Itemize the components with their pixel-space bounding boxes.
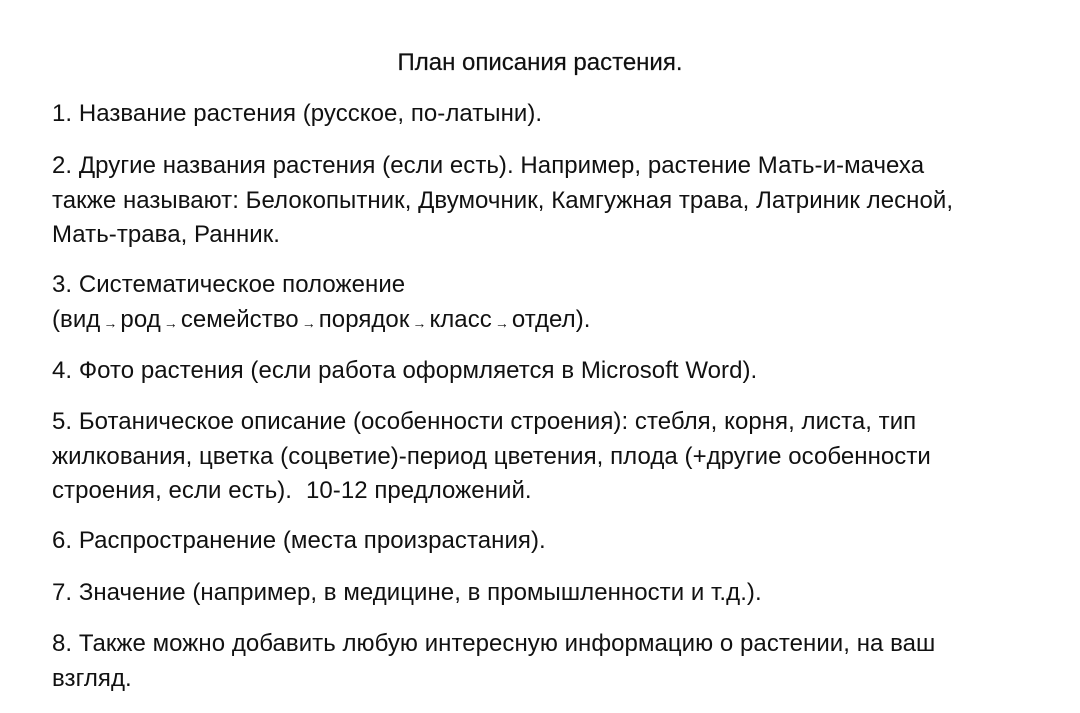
item-5-line-3-start: строения, если есть). <box>52 477 293 504</box>
list-item-6 <box>52 524 1052 559</box>
arrow-right-icon: → <box>301 314 316 331</box>
list-item-5 <box>52 405 1052 509</box>
item-3-line-1: 3. Систематическое положение <box>52 271 406 298</box>
list-item-1 <box>52 97 1052 132</box>
item-5-line-2: жилкования, цветка (соцветие)-период цветения, плода (+другие особенности <box>52 442 931 470</box>
list-item-8 <box>52 627 1052 696</box>
item-4-line-1: 4. Фото растения (если работа оформляется в Microsoft Word). <box>52 357 758 384</box>
item-8-line-1: 8. Также можно добавить любую интересную информацию о растении, на ваш <box>52 630 936 657</box>
item-5-line-3 <box>52 474 1052 509</box>
item-5-line-1: 5. Ботаническое описание (особенности строения): стебля, корня, листа, тип <box>52 408 917 435</box>
item-8-line-2: взгляд. <box>52 664 132 692</box>
list-item-3 <box>52 268 1052 340</box>
item-5-sentence-count: 10-12 предложений. <box>306 477 532 504</box>
taxonomy-chain <box>52 303 1052 341</box>
taxon-order: порядок <box>318 305 410 333</box>
list-item-4 <box>52 354 1052 389</box>
taxon-family: семейство <box>180 305 299 333</box>
item-2-line-1: 2. Другие названия растения (если есть). Например, растение Мать-и-мачеха <box>52 152 925 179</box>
taxon-division: отдел). <box>511 305 591 333</box>
arrow-right-icon: → <box>494 314 509 331</box>
list-item-2 <box>52 149 1052 253</box>
item-2-line-3: Мать-трава, Ранник. <box>52 221 281 248</box>
item-2-line-2: также называют: Белокопытник, Двумочник, Камгужная трава, Латриник лесной, <box>52 186 954 214</box>
arrow-right-icon: → <box>103 314 118 331</box>
taxon-species: (вид <box>52 305 101 333</box>
page-title: План описания растения. <box>397 49 683 76</box>
taxon-genus: род <box>120 305 161 333</box>
arrow-right-icon: → <box>412 314 427 331</box>
arrow-right-icon: → <box>163 314 178 331</box>
item-1-line-1: 1. Название растения (русское, по-латыни). <box>52 100 543 127</box>
item-6-line-1: 6. Распространение (места произрастания). <box>52 527 546 554</box>
taxon-class: класс <box>429 305 492 333</box>
list-item-7 <box>52 576 1052 611</box>
item-7-line-1: 7. Значение (например, в медицине, в промышленности и т.д.). <box>52 579 762 606</box>
